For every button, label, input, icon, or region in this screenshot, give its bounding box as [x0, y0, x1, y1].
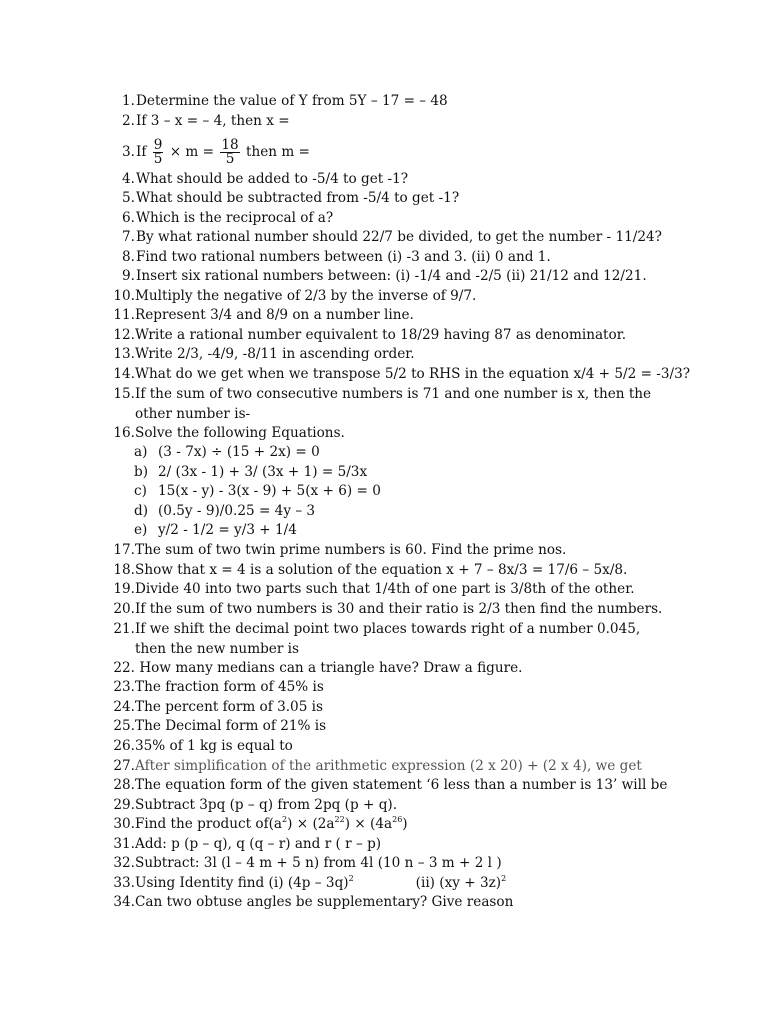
question-text: Insert six rational numbers between: (i) -1/4 and -2/5 (ii) 21/12 and 12/21.: [136, 268, 647, 284]
equation-text: 15(x - y) - 3(x - 9) + 5(x + 6) = 0: [158, 483, 381, 499]
question-text: By what rational number should 22/7 be divided, to get the number - 11/24?: [136, 229, 662, 245]
equation-label: d): [134, 503, 149, 519]
equation-c: [134, 482, 381, 502]
question-number: 26.: [113, 738, 135, 754]
text-part: (ii) (xy + 3z): [415, 875, 502, 891]
question-number: 31.: [113, 836, 135, 852]
equation-label: b): [134, 464, 149, 480]
equation-d: [134, 502, 315, 522]
question-number: 17.: [113, 542, 135, 558]
question-text: What do we get when we transpose 5/2 to RHS in the equation x/4 + 5/2 = -3/3?: [135, 366, 691, 382]
text-part: ) × (2a: [287, 816, 335, 832]
fraction-9-over-5: [153, 139, 164, 166]
equation-e: [134, 521, 297, 541]
question-text: Divide 40 into two parts such that 1/4th of one part is 3/8th of the other.: [135, 581, 635, 597]
question-text: What should be subtracted from -5/4 to get -1?: [136, 190, 460, 206]
question-number: 2.: [122, 113, 135, 129]
fraction-18-over-5: [220, 139, 239, 166]
question-number: 15.: [113, 386, 135, 402]
question-text: The Decimal form of 21% is: [135, 718, 327, 734]
exponent: 2: [282, 815, 288, 824]
question-text: Write 2/3, -4/9, -8/11 in ascending order.: [135, 346, 415, 362]
question-number: 32.: [113, 855, 135, 871]
question-text-middle: × m =: [169, 144, 215, 160]
exponent: 26: [392, 815, 403, 824]
fraction-denominator: 5: [153, 151, 163, 167]
question-number: 20.: [113, 601, 135, 617]
question-text: [135, 815, 408, 835]
question-number: 23.: [113, 679, 135, 695]
question-number: 14.: [113, 366, 135, 382]
question-text: After simplification of the arithmetic expression (2 x 20) + (2 x 4), we get: [135, 758, 642, 774]
question-text: Find two rational numbers between (i) -3 and 3. (ii) 0 and 1.: [136, 249, 551, 265]
equation-text: y/2 - 1/2 = y/3 + 1/4: [158, 522, 297, 538]
question-number: 34.: [113, 894, 135, 910]
question-text: Determine the value of Y from 5Y – 17 = – 48: [136, 93, 448, 109]
question-text: [135, 874, 506, 894]
question-text-suffix: then m =: [246, 144, 310, 160]
question-text: Which is the reciprocal of a?: [136, 210, 334, 226]
question-text: Add: p (p – q), q (q – r) and r ( r – p): [135, 836, 382, 852]
equation-a: [134, 443, 320, 463]
question-number: 29.: [113, 797, 135, 813]
question-number: 12.: [113, 327, 135, 343]
exponent: 22: [334, 815, 345, 824]
question-number: 10.: [113, 288, 135, 304]
question-number: 22.: [113, 660, 135, 676]
exponent: 2: [348, 874, 354, 883]
fraction-numerator: 18: [221, 137, 239, 153]
question-text: The sum of two twin prime numbers is 60. Find the prime nos.: [135, 542, 567, 558]
question-number: 13.: [113, 346, 135, 362]
question-number: 3.: [122, 144, 135, 160]
question-number: 4.: [122, 171, 135, 187]
question-text: 35% of 1 kg is equal to: [135, 738, 293, 754]
text-part: ): [402, 816, 408, 832]
fraction-denominator: 5: [225, 151, 235, 167]
question-text: The percent form of 3.05 is: [135, 699, 324, 715]
question-text: Represent 3/4 and 8/9 on a number line.: [135, 307, 414, 323]
equation-text: (0.5y - 9)/0.25 = 4y – 3: [158, 503, 316, 519]
question-text: Can two obtuse angles be supplementary? Give reason: [135, 894, 514, 910]
question-number: 11.: [113, 307, 135, 323]
question-number: 7.: [122, 229, 135, 245]
question-text: Subtract 3pq (p – q) from 2pq (p + q).: [135, 797, 398, 813]
question-number: 25.: [113, 718, 135, 734]
question-text: Multiply the negative of 2/3 by the inverse of 9/7.: [135, 288, 477, 304]
equation-label: a): [134, 444, 148, 460]
question-text: How many medians can a triangle have? Draw a figure.: [135, 660, 523, 676]
question-number: 28.: [113, 777, 135, 793]
text-part: Using Identity find (i) (4p – 3q): [135, 875, 349, 891]
question-text: If the sum of two consecutive numbers is 71 and one number is x, then the other number is-: [135, 386, 652, 422]
question-number: 33.: [113, 875, 135, 891]
question-text: Subtract: 3l (l – 4 m + 5 n) from 4l (10 n – 3 m + 2 l ): [135, 855, 502, 871]
question-number: 1.: [122, 93, 135, 109]
question-number: 8.: [122, 249, 135, 265]
question-number: 9.: [122, 268, 135, 284]
question-number: 6.: [122, 210, 135, 226]
exponent: 2: [501, 874, 507, 883]
question-text: Show that x = 4 is a solution of the equation x + 7 – 8x/3 = 17/6 – 5x/8.: [135, 562, 628, 578]
question-text-prefix: If: [136, 144, 147, 160]
question-number: 27.: [113, 758, 135, 774]
question-text: Solve the following Equations.: [135, 425, 345, 441]
question-number: 16.: [113, 425, 135, 441]
question-number: 18.: [113, 562, 135, 578]
question-number: 30.: [113, 816, 135, 832]
question-text: If the sum of two numbers is 30 and their ratio is 2/3 then find the numbers.: [135, 601, 663, 617]
question-number: 5.: [122, 190, 135, 206]
question-number: 21.: [113, 621, 135, 637]
text-part: ) × (4a: [344, 816, 393, 832]
equation-text: 2/ (3x - 1) + 3/ (3x + 1) = 5/3x: [158, 464, 368, 480]
equation-b: [134, 463, 367, 483]
equation-label: e): [134, 522, 148, 538]
question-number: 19.: [113, 581, 135, 597]
question-text: The equation form of the given statement ‘6 less than a number is 13’ will be: [135, 777, 668, 793]
equation-text: (3 - 7x) ÷ (15 + 2x) = 0: [158, 444, 320, 460]
text-part: Find the product of(a: [135, 816, 283, 832]
question-text: If 3 – x = – 4, then x =: [136, 113, 290, 129]
question-number: 24.: [113, 699, 135, 715]
question-text: The fraction form of 45% is: [135, 679, 324, 695]
question-text: What should be added to -5/4 to get -1?: [136, 171, 409, 187]
fraction-numerator: 9: [153, 137, 163, 153]
question-text: [136, 134, 310, 170]
equation-label: c): [134, 483, 147, 499]
question-text: If we shift the decimal point two places towards right of a number 0.045, then the new number is: [135, 621, 641, 657]
question-text: Write a rational number equivalent to 18/29 having 87 as denominator.: [135, 327, 627, 343]
